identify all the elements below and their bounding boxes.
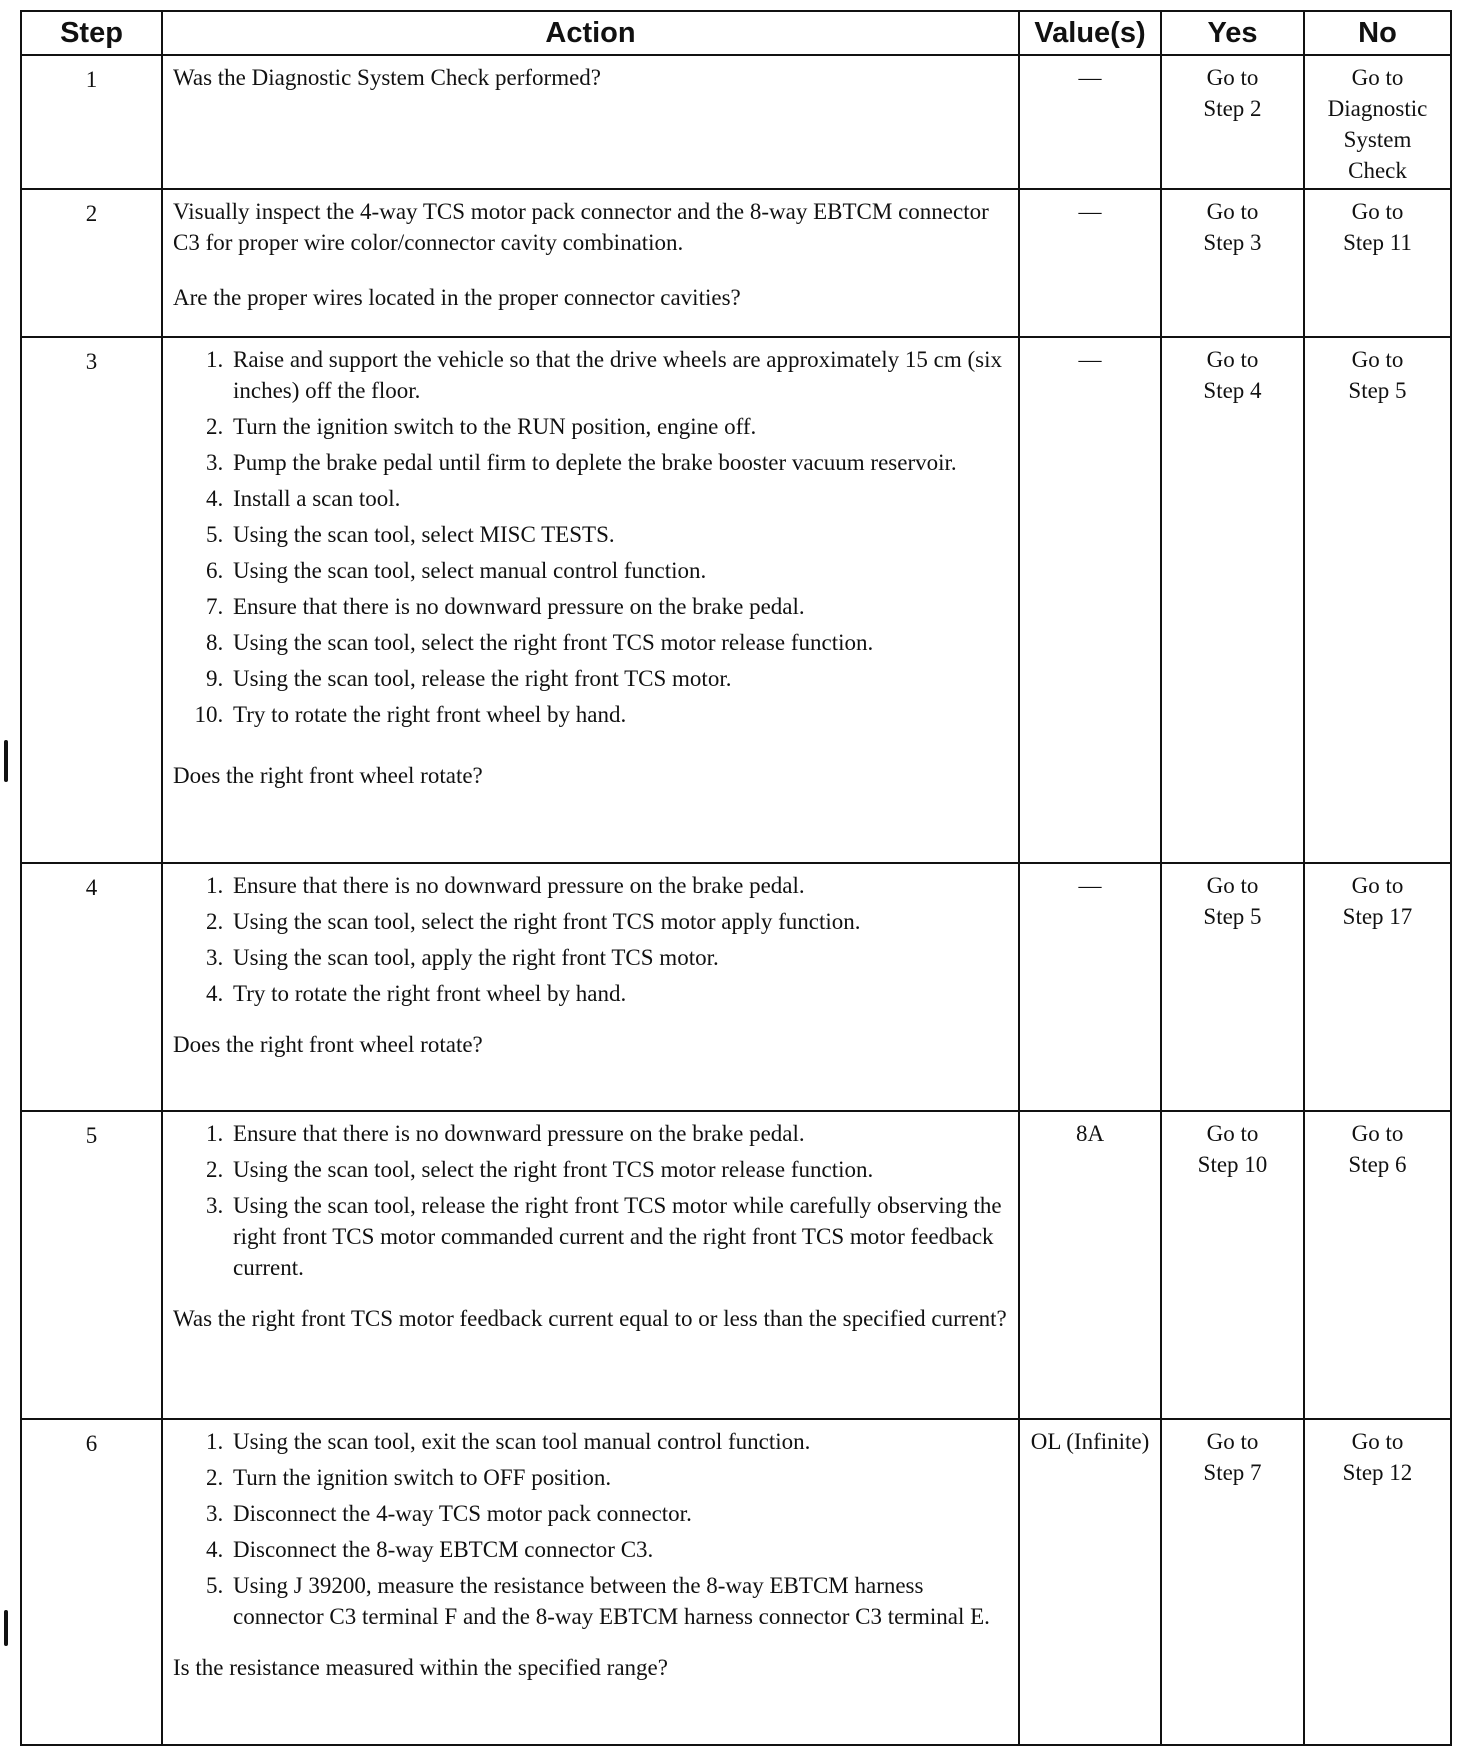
yes-cell (1161, 189, 1304, 337)
procedure-item: 6. Using the scan tool, select manual control function. (229, 555, 1008, 586)
procedure-item: 5. Using the scan tool, select MISC TESTS. (229, 519, 1008, 550)
no-cell (1304, 55, 1451, 189)
yes-cell (1161, 337, 1304, 863)
action-cell (162, 337, 1019, 863)
header-action: Action (162, 11, 1019, 55)
procedure-item: 1. Ensure that there is no downward pressure on the brake pedal. (229, 1118, 1008, 1149)
no-result-line: Go to (1351, 1429, 1404, 1454)
yes-result-line: Go to (1206, 1429, 1259, 1454)
procedure-list (173, 870, 1008, 1009)
margin-mark-lower (4, 1610, 8, 1646)
yes-cell (1161, 55, 1304, 189)
procedure-item: 2. Using the scan tool, select the right front TCS motor apply function. (229, 906, 1008, 937)
no-cell (1304, 1419, 1451, 1745)
no-result-line: Go to (1351, 65, 1404, 90)
procedure-item: 2. Turn the ignition switch to the RUN position, engine off. (229, 411, 1008, 442)
procedure-list (173, 1426, 1008, 1632)
action-question: Is the resistance measured within the specified range? (173, 1655, 668, 1680)
header-yes: Yes (1161, 11, 1304, 55)
table-row (21, 863, 1451, 1111)
step-number: 3 (21, 337, 162, 863)
no-result-line: Go to (1351, 347, 1404, 372)
yes-result-line: Step 4 (1203, 378, 1262, 403)
yes-result-line: Go to (1206, 65, 1259, 90)
no-result-line: Diagnostic (1327, 96, 1428, 121)
yes-result-line: Step 2 (1203, 96, 1262, 121)
procedure-item: 5. Using J 39200, measure the resistance between the 8-way EBTCM harness connector C3 terminal F and the 8-way EBTCM harness connector C3 terminal E. (229, 1570, 1008, 1632)
action-question: Does the right front wheel rotate? (173, 763, 483, 788)
action-cell (162, 1419, 1019, 1745)
yes-result-line: Step 3 (1203, 230, 1262, 255)
action-text: Visually inspect the 4-way TCS motor pack connector and the 8-way EBTCM connector C3 for proper wire color/connector cavity combination. (173, 199, 989, 255)
yes-result-line: Go to (1206, 873, 1259, 898)
procedure-item: 4. Try to rotate the right front wheel by hand. (229, 978, 1008, 1009)
procedure-item: 8. Using the scan tool, select the right front TCS motor release function. (229, 627, 1008, 658)
table-row (21, 1111, 1451, 1419)
no-result-line: Step 5 (1348, 378, 1407, 403)
header-step: Step (21, 11, 162, 55)
procedure-item: 3. Disconnect the 4-way TCS motor pack connector. (229, 1498, 1008, 1529)
procedure-item: 7. Ensure that there is no downward pressure on the brake pedal. (229, 591, 1008, 622)
action-cell (162, 1111, 1019, 1419)
step-number: 6 (21, 1419, 162, 1745)
procedure-item: 9. Using the scan tool, release the right front TCS motor. (229, 663, 1008, 694)
value-cell: — (1019, 337, 1161, 863)
no-result-line: System (1343, 127, 1412, 152)
procedure-item: 1. Ensure that there is no downward pressure on the brake pedal. (229, 870, 1008, 901)
action-text: Was the Diagnostic System Check performed? (173, 65, 602, 90)
no-cell (1304, 1111, 1451, 1419)
table-row (21, 337, 1451, 863)
no-result-line: Step 11 (1343, 230, 1412, 255)
no-result-line: Check (1348, 158, 1407, 183)
action-question: Are the proper wires located in the proper connector cavities? (173, 285, 741, 310)
yes-cell (1161, 1111, 1304, 1419)
action-cell (162, 55, 1019, 189)
no-result-line: Step 17 (1342, 904, 1413, 929)
no-result-line: Go to (1351, 1121, 1404, 1146)
table-row (21, 55, 1451, 189)
table-row (21, 1419, 1451, 1745)
procedure-item: 4. Disconnect the 8-way EBTCM connector C3. (229, 1534, 1008, 1565)
yes-result-line: Step 10 (1197, 1152, 1268, 1177)
procedure-item: 3. Pump the brake pedal until firm to deplete the brake booster vacuum reservoir. (229, 447, 1008, 478)
yes-result-line: Go to (1206, 199, 1259, 224)
value-cell: — (1019, 189, 1161, 337)
no-cell (1304, 337, 1451, 863)
header-row (21, 11, 1451, 55)
no-cell (1304, 189, 1451, 337)
yes-result-line: Step 5 (1203, 904, 1262, 929)
margin-mark-upper (4, 740, 8, 782)
diagnostic-table (20, 10, 1452, 1746)
procedure-list (173, 1118, 1008, 1283)
action-cell (162, 863, 1019, 1111)
table-body (21, 55, 1451, 1745)
procedure-item: 10. Try to rotate the right front wheel by hand. (229, 699, 1008, 730)
procedure-item: 4. Install a scan tool. (229, 483, 1008, 514)
header-no: No (1304, 11, 1451, 55)
yes-result-line: Go to (1206, 1121, 1259, 1146)
step-number: 5 (21, 1111, 162, 1419)
procedure-item: 1. Raise and support the vehicle so that the drive wheels are approximately 15 cm (six inches) off the floor. (229, 344, 1008, 406)
step-number: 4 (21, 863, 162, 1111)
header-values: Value(s) (1019, 11, 1161, 55)
yes-cell (1161, 863, 1304, 1111)
yes-cell (1161, 1419, 1304, 1745)
diagnostic-table-page (20, 10, 1450, 1746)
value-cell: OL (Infinite) (1019, 1419, 1161, 1745)
value-cell: 8A (1019, 1111, 1161, 1419)
step-number: 1 (21, 55, 162, 189)
action-question: Does the right front wheel rotate? (173, 1032, 483, 1057)
procedure-item: 1. Using the scan tool, exit the scan tool manual control function. (229, 1426, 1008, 1457)
procedure-list (173, 344, 1008, 730)
table-row (21, 189, 1451, 337)
yes-result-line: Step 7 (1203, 1460, 1262, 1485)
procedure-item: 3. Using the scan tool, apply the right front TCS motor. (229, 942, 1008, 973)
procedure-item: 2. Using the scan tool, select the right front TCS motor release function. (229, 1154, 1008, 1185)
procedure-item: 2. Turn the ignition switch to OFF position. (229, 1462, 1008, 1493)
procedure-item: 3. Using the scan tool, release the right front TCS motor while carefully observing the right front TCS motor commanded current and the right front TCS motor feedback current. (229, 1190, 1008, 1283)
yes-result-line: Go to (1206, 347, 1259, 372)
no-cell (1304, 863, 1451, 1111)
action-cell (162, 189, 1019, 337)
no-result-line: Step 6 (1348, 1152, 1407, 1177)
action-question: Was the right front TCS motor feedback current equal to or less than the specified current? (173, 1306, 1007, 1331)
no-result-line: Go to (1351, 873, 1404, 898)
no-result-line: Go to (1351, 199, 1404, 224)
value-cell: — (1019, 863, 1161, 1111)
value-cell: — (1019, 55, 1161, 189)
step-number: 2 (21, 189, 162, 337)
no-result-line: Step 12 (1342, 1460, 1413, 1485)
